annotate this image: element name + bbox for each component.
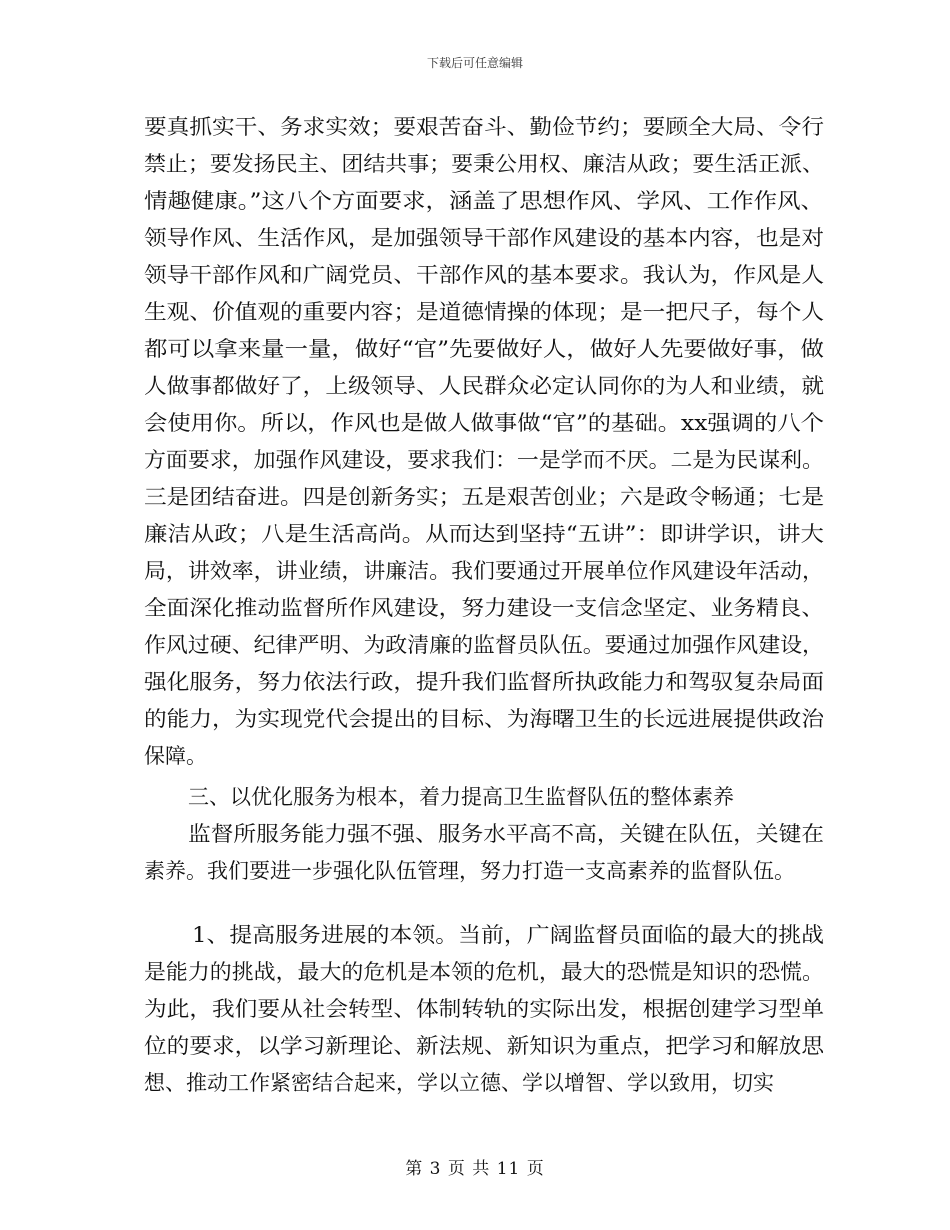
body-line: 廉洁从政；八是生活高尚。从而达到坚持“五讲”：即讲学识，讲大 — [144, 522, 824, 546]
body-line: 强化服务，努力依法行政，提升我们监督所执政能力和驾驭复杂局面 — [144, 670, 825, 694]
body-line: 作风过硬、纪律严明、为政清廉的监督员队伍。要通过加强作风建设， — [144, 633, 824, 657]
body-line: 要真抓实干、务求实效；要艰苦奋斗、勤俭节约；要顾全大局、令行 — [144, 115, 825, 139]
body-line: 生观、价值观的重要内容；是道德情操的体现；是一把尺子，每个人 — [144, 300, 825, 324]
body-line: 是能力的挑战，最大的危机是本领的危机，最大的恐慌是知识的恐慌。 — [144, 960, 824, 984]
body-line: 情趣健康。”这八个方面要求，涵盖了思想作风、学风、工作作风、 — [144, 189, 824, 213]
page-header: 下载后可任意编辑 — [426, 56, 523, 70]
body-line: 会使用你。所以，作风也是做人做事做“官”的基础。xx强调的八个 — [144, 411, 824, 435]
body-line: 领导干部作风和广阔党员、干部作风的基本要求。我认为，作风是人 — [144, 263, 825, 287]
body-line: 人做事都做好了，上级领导、人民群众必定认同你的为人和业绩，就 — [144, 374, 825, 398]
body-line: 的能力，为实现党代会提出的目标、为海曙卫生的长远进展提供政治 — [144, 707, 825, 731]
body-line: 全面深化推动监督所作风建设，努力建设一支信念坚定、业务精良、 — [144, 596, 825, 620]
body-line: 1、提高服务进展的本领。当前，广阔监督员面临的最大的挑战 — [192, 923, 824, 947]
body-line: 位的要求，以学习新理论、新法规、新知识为重点，把学习和解放思 — [144, 1034, 825, 1058]
body-line: 为此，我们要从社会转型、体制转轨的实际出发，根据创建学习型单 — [144, 997, 825, 1021]
body-line: 想、推动工作紧密结合起来，学以立德、学以增智、学以致用，切实 — [144, 1071, 774, 1095]
body-line: 保障。 — [144, 744, 207, 768]
body-line: 素养。我们要进一步强化队伍管理，努力打造一支高素养的监督队伍。 — [144, 859, 795, 883]
body-line: 禁止；要发扬民主、团结共事；要秉公用权、廉洁从政；要生活正派、 — [144, 152, 824, 176]
section-heading: 三、以优化服务为根本，着力提高卫生监督队伍的整体素养 — [188, 785, 734, 809]
page-footer: 第 3 页 共 11 页 — [405, 1159, 545, 1179]
body-line: 都可以拿来量一量，做好“官”先要做好人，做好人先要做好事，做 — [144, 337, 824, 361]
body-line: 监督所服务能力强不强、服务水平高不高，关键在队伍，关键在 — [188, 822, 824, 846]
body-line: 领导作风、生活作风，是加强领导干部作风建设的基本内容，也是对 — [144, 226, 825, 250]
body-line: 方面要求，加强作风建设，要求我们：一是学而不厌。二是为民谋利。 — [144, 448, 824, 472]
body-line: 三是团结奋进。四是创新务实；五是艰苦创业；六是政令畅通；七是 — [144, 485, 825, 509]
body-line: 局，讲效率，讲业绩，讲廉洁。我们要通过开展单位作风建设年活动， — [144, 559, 824, 583]
